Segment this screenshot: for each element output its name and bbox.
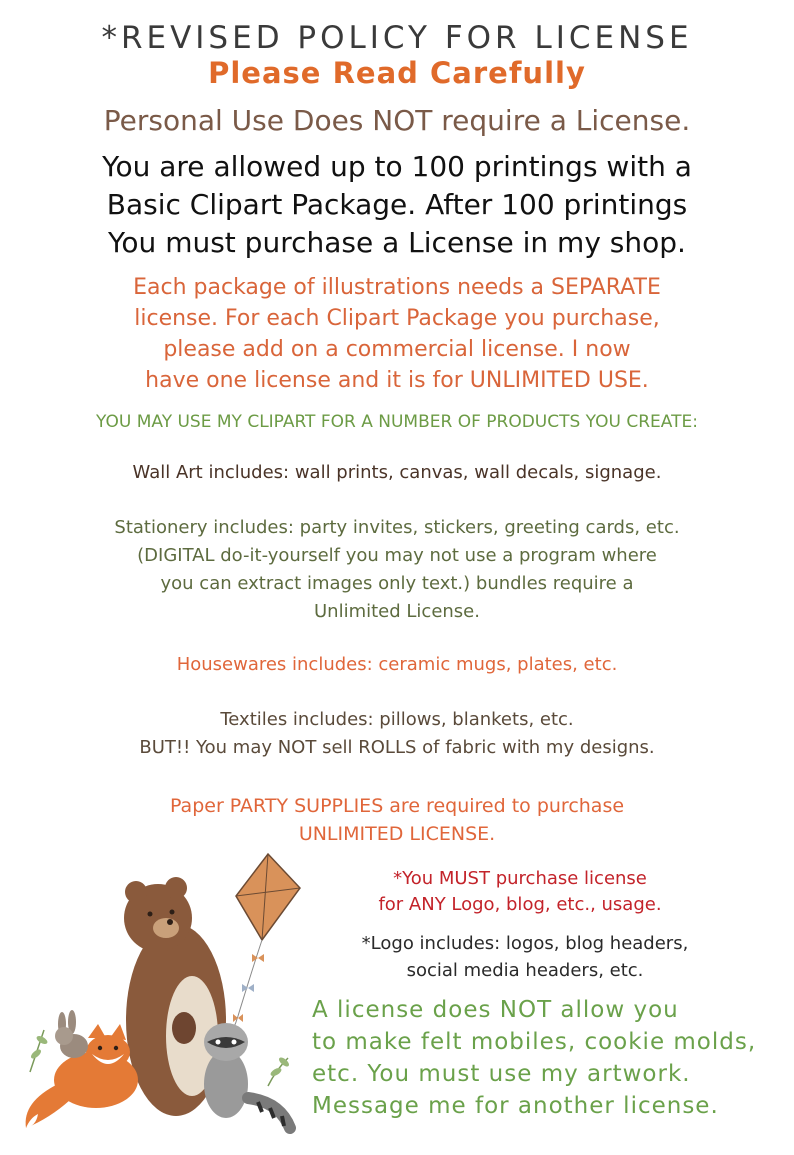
wall-art-note: Wall Art includes: wall prints, canvas, wall decals, signage.	[132, 462, 662, 483]
paper-line-2: UNLIMITED LICENSE.	[298, 823, 496, 845]
stationery-note	[0, 514, 794, 626]
basic-package-note	[0, 148, 794, 262]
separate-line-3: please add on a commercial license. I now	[163, 337, 631, 362]
paper-line-1: Paper PARTY SUPPLIES are required to purchase	[169, 795, 625, 817]
textiles-line-1: Textiles includes: pillows, blankets, etc.	[220, 709, 574, 730]
separate-line-2: license. For each Clipart Package you purchase,	[134, 306, 660, 331]
basic-line-3: You must purchase a License in my shop.	[108, 226, 686, 259]
separate-license-note	[0, 272, 794, 396]
must-line-1: *You MUST purchase license	[393, 868, 647, 889]
stationery-line-2: (DIGITAL do-it-yourself you may not use a program where	[137, 545, 657, 566]
page-title: *REVISED POLICY FOR LICENSE	[101, 20, 693, 56]
housewares-note: Housewares includes: ceramic mugs, plates, etc.	[176, 654, 618, 675]
felt-line-4: Message me for another license.	[312, 1093, 719, 1119]
textiles-note	[0, 706, 794, 762]
logo-line-1: *Logo includes: logos, blog headers,	[361, 933, 689, 954]
textiles-line-2: BUT!! You may NOT sell ROLLS of fabric with my designs.	[139, 737, 655, 758]
stationery-line-4: Unlimited License.	[314, 601, 480, 622]
basic-line-2: Basic Clipart Package. After 100 printings	[106, 188, 688, 221]
logo-license-required	[360, 866, 680, 918]
felt-line-1: A license does NOT allow you	[312, 997, 679, 1023]
logo-line-2: social media headers, etc.	[406, 960, 644, 981]
felt-mobiles-note	[312, 994, 782, 1122]
basic-line-1: You are allowed up to 100 printings with a	[102, 150, 692, 183]
personal-use-note: Personal Use Does NOT require a License.	[103, 104, 691, 137]
uses-heading: YOU MAY USE MY CLIPART FOR A NUMBER OF PRODUCTS YOU CREATE:	[96, 412, 698, 432]
must-line-2: for ANY Logo, blog, etc., usage.	[378, 894, 662, 915]
page-subtitle: Please Read Carefully	[208, 56, 586, 90]
rabbit-illustration	[55, 1010, 88, 1058]
separate-line-4: have one license and it is for UNLIMITED USE.	[145, 368, 649, 393]
felt-line-2: to make felt mobiles, cookie molds,	[312, 1029, 757, 1055]
raccoon-illustration	[204, 1023, 290, 1128]
stationery-line-1: Stationery includes: party invites, stickers, greeting cards, etc.	[114, 517, 680, 538]
woodland-animals-illustration	[0, 840, 320, 1140]
separate-line-1: Each package of illustrations needs a SEPARATE	[133, 275, 661, 300]
stationery-line-3: you can extract images only text.) bundles require a	[160, 573, 634, 594]
felt-line-3: etc. You must use my artwork.	[312, 1061, 691, 1087]
logo-includes-note	[350, 930, 700, 984]
